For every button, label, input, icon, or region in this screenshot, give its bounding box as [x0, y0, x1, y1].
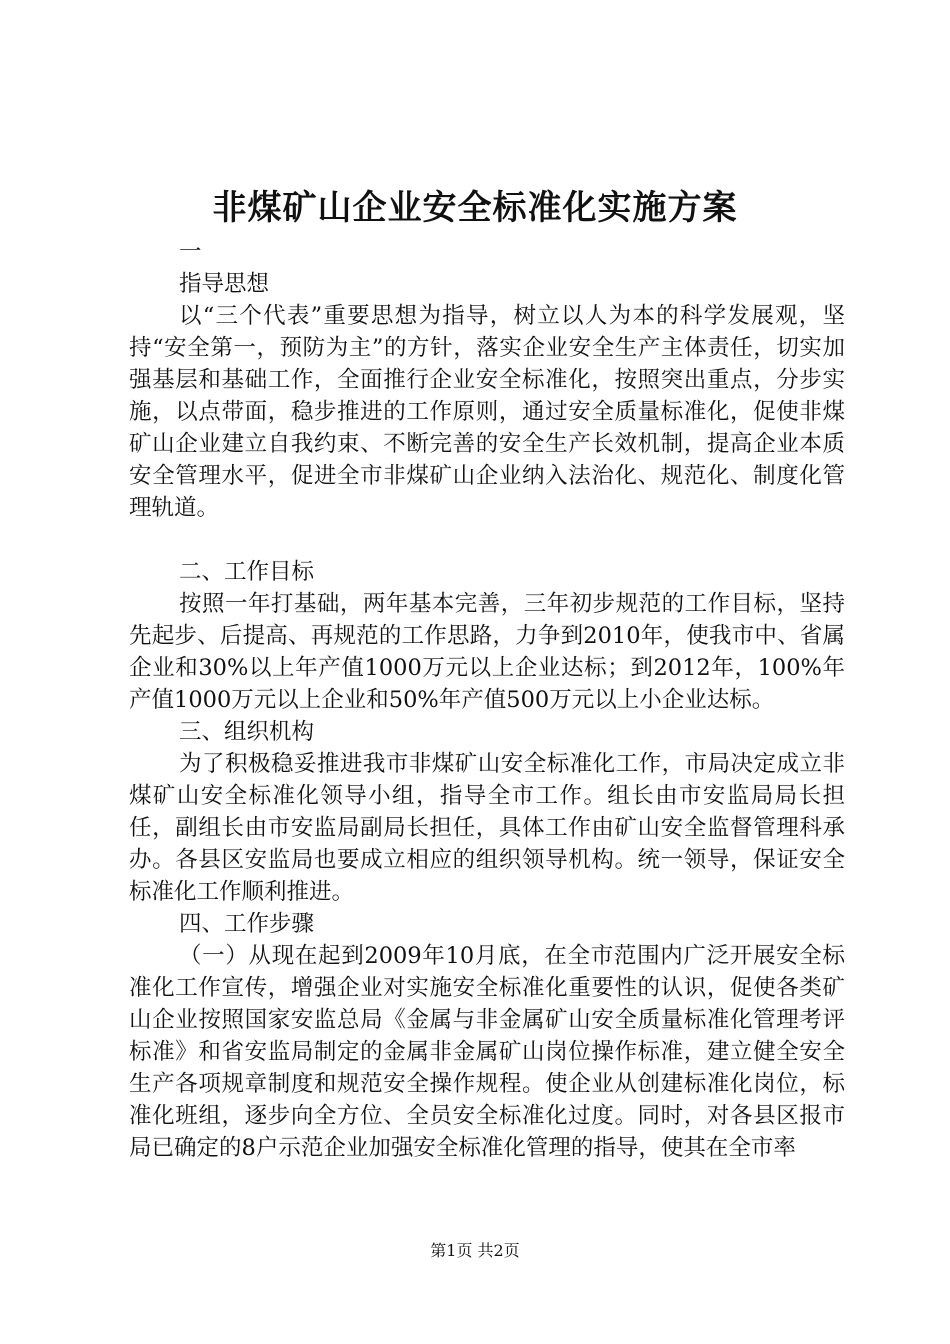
section-1-heading: 指导思想 [179, 271, 270, 297]
section-4-body: （一）从现在起到2009年10月底，在全市范围内广泛开展安全标准化工作宣传，增强企业对实施安全标准化重要性的认识，促使各类矿山企业按照国家安监总局《金属与非金属矿山安全质量标准化管理考评标准》和省安监局制定的金属非金属矿山岗位操作标准，建立健全安全生产各项规章制度和规范安全操作规程。使企业从创建标准化岗位，标准化班组，逐步向全方位、全员安全标准化过度。同时，对各县区报市局已确定的8户示范企业加强安全标准化管理的指导，使其在全市率 [129, 943, 845, 1161]
paragraph-spacer [129, 524, 845, 556]
section-4-heading: 四、工作步骤 [179, 911, 315, 937]
section-1-body: 以“三个代表”重要思想为指导，树立以人为本的科学发展观，坚持“安全第一，预防为主”的方针，落实企业安全生产主体责任，切实加强基层和基础工作，全面推行企业安全标准化，按照突出重点，分步实施，以点带面，稳步推进的工作原则，通过安全质量标准化，促使非煤矿山企业建立自我约束、不断完善的安全生产长效机制，提高企业本质安全管理水平，促进全市非煤矿山企业纳入法治化、规范化、制度化管理轨道。 [129, 303, 845, 521]
document-title: 非煤矿山企业安全标准化实施方案 [212, 188, 738, 228]
document-body [129, 236, 845, 1164]
section-2-heading: 二、工作目标 [179, 559, 315, 585]
section-3-heading: 三、组织机构 [179, 719, 315, 745]
page-footer: 第1页 共2页 [430, 1241, 520, 1260]
section-3-body: 为了积极稳妥推进我市非煤矿山安全标准化工作，市局决定成立非煤矿山安全标准化领导小组，指导全市工作。组长由市安监局局长担任，副组长由市安监局副局长担任，具体工作由矿山安全监督管理科承办。各县区安监局也要成立相应的组织领导机构。统一领导，保证安全标准化工作顺利推进。 [129, 751, 845, 905]
section-1-number: 一 [179, 239, 202, 265]
section-2-body: 按照一年打基础，两年基本完善，三年初步规范的工作目标，坚持先起步、后提高、再规范的工作思路，力争到2010年，使我市中、省属企业和30%以上年产值1000万元以上企业达标；到2012年，100%年产值1000万元以上企业和50%年产值500万元以上小企业达标。 [129, 591, 845, 713]
